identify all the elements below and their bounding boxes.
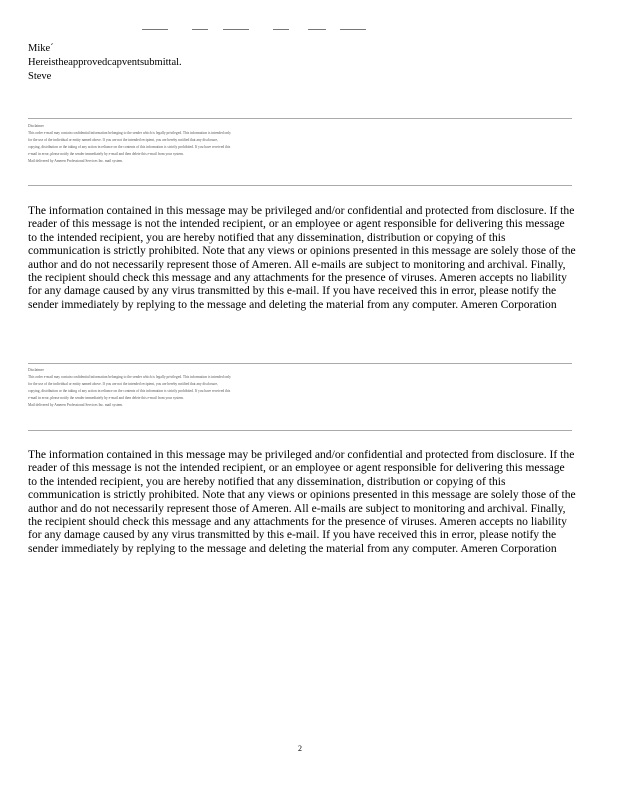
disclaimer-block (28, 123, 268, 165)
disclaimer-heading: Disclaimer (28, 124, 44, 128)
sender-signature: Steve (28, 71, 52, 82)
disclaimer-heading: Disclaimer (28, 368, 44, 372)
header-marks (140, 24, 580, 32)
disclaimer-line: Mail delivered by Ameren Professional Services Inc. mail system. (28, 159, 124, 163)
disclaimer-line: copying, distribution or the taking of any action in reliance on the contents of this information is strictly prohibited. If you have received this (28, 389, 231, 393)
divider (28, 118, 572, 119)
disclaimer-line: copying, distribution or the taking of any action in reliance on the contents of this information is strictly prohibited. If you have received this (28, 145, 231, 149)
disclaimer-line: This order e-mail may contain confidential information belonging to the sender which is legally privileged. This information is intended only (28, 375, 231, 379)
disclaimer-line: This order e-mail may contain confidential information belonging to the sender which is legally privileged. This information is intended only (28, 131, 231, 135)
confidentiality-notice: The information contained in this message may be privileged and/or confidential and protected from disclosure. If the reader of this message is not the intended recipient, or an employee or agent responsible for delivering this message to the intended recipient, you are hereby notified that any dissemination, distribution or copying of this communication is strictly prohibited. Note that any views or opinions presented in this message are solely those of the author and do not necessarily represent those of Ameren. All e-mails are subject to monitoring and archival. Finally, the recipient should check this message and any attachments for the presence of viruses. Ameren accepts no liability for any damage caused by any virus transmitted by this e-mail. If you have received this in error, please notify the sender immediately by replying to the message and deleting the material from any computer. Ameren Corporation (28, 448, 576, 555)
email-message: Hereistheapprovedcapventsubmittal. (28, 57, 182, 68)
divider (28, 185, 572, 186)
disclaimer-line: for the use of the individual or entity named above. If you are not the intended recipient, you are hereby notified that any disclosure, (28, 382, 219, 386)
email-body (28, 42, 182, 84)
disclaimer-line: for the use of the individual or entity named above. If you are not the intended recipient, you are hereby notified that any disclosure, (28, 138, 219, 142)
disclaimer-block (28, 367, 268, 409)
disclaimer-line: e-mail in error, please notify the sender immediately by e-mail and then delete this e-mail from your system. (28, 396, 184, 400)
disclaimer-line: Mail delivered by Ameren Professional Services Inc. mail system. (28, 403, 124, 407)
page-number: 2 (298, 744, 302, 753)
divider (28, 363, 572, 364)
confidentiality-notice: The information contained in this message may be privileged and/or confidential and protected from disclosure. If the reader of this message is not the intended recipient, or an employee or agent responsible for delivering this message to the intended recipient, you are hereby notified that any dissemination, distribution or copying of this communication is strictly prohibited. Note that any views or opinions presented in this message are solely those of the author and do not necessarily represent those of Ameren. All e-mails are subject to monitoring and archival. Finally, the recipient should check this message and any attachments for the presence of viruses. Ameren accepts no liability for any damage caused by any virus transmitted by this e-mail. If you have received this in error, please notify the sender immediately by replying to the message and deleting the material from any computer. Ameren Corporation (28, 204, 576, 311)
recipient-name: Mike´ (28, 43, 54, 54)
divider (28, 430, 572, 431)
disclaimer-line: e-mail in error, please notify the sender immediately by e-mail and then delete this e-mail from your system. (28, 152, 184, 156)
